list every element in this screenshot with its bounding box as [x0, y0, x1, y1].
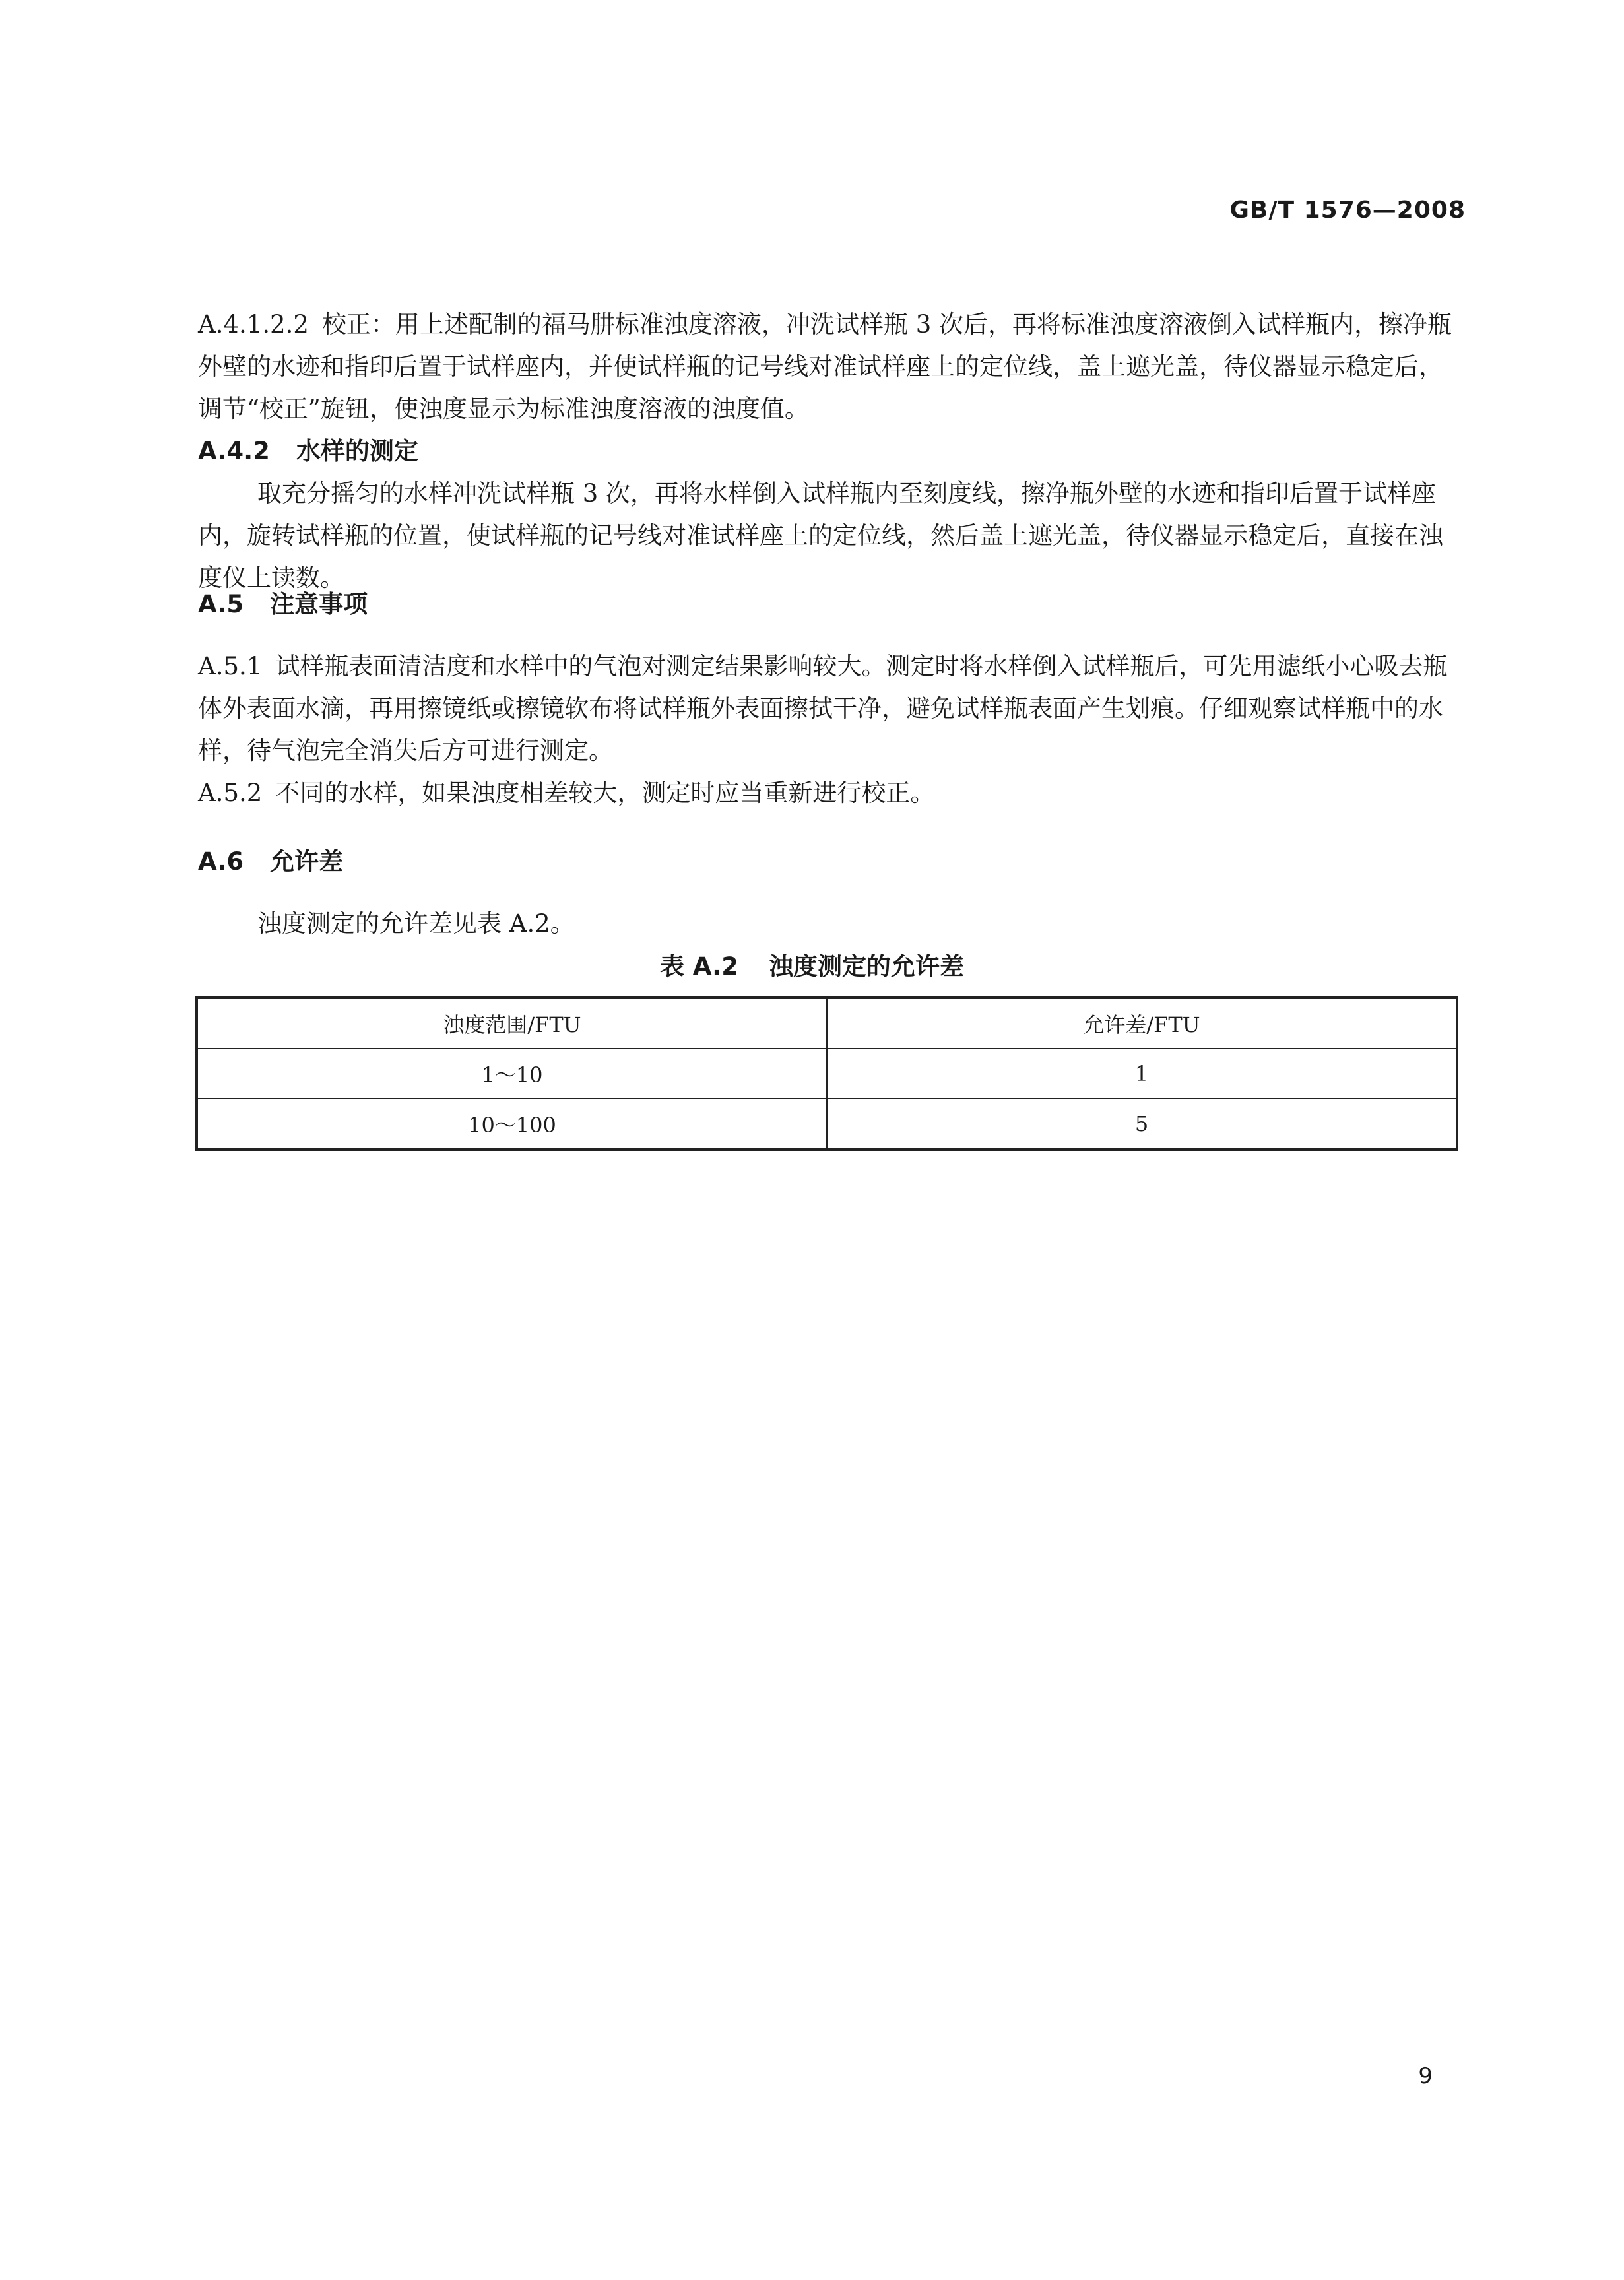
heading-a-4-2: [198, 430, 1458, 472]
paragraph-table-reference: 浊度测定的允许差见表 A.2。: [257, 909, 575, 938]
heading-number: A.5: [198, 590, 244, 618]
heading-title: 水样的测定: [296, 437, 418, 465]
heading-number: A.4.2: [198, 437, 270, 465]
header-turbidity-range: 浊度范围/FTU: [197, 998, 827, 1049]
paragraph-water-sample: 取充分摇匀的水样冲洗试样瓶 3 次，再将水样倒入试样瓶内至刻度线，擦净瓶外壁的水迹和指印后置于试样座内，旋转试样瓶的位置，使试样瓶的记号线对准试样座上的定位线，然后盖上遮光盖，待仪器显示稳定后，直接在浊度仪上读数。: [198, 479, 1443, 592]
table-caption-title: 浊度测定的允许差: [769, 952, 964, 981]
clause-a-5-1: [198, 645, 1458, 772]
table-row: [197, 1049, 1457, 1099]
page-number: 9: [1418, 2063, 1433, 2089]
heading-a-6: [198, 841, 1458, 883]
table-header-row: [197, 998, 1457, 1049]
clause-text: 校正：用上述配制的福马肼标准浊度溶液，冲洗试样瓶 3 次后，再将标准浊度溶液倒入试样瓶内，擦净瓶外壁的水迹和指印后置于试样座内，并使试样瓶的记号线对准试样座上的定位线，盖上遮光盖，待仪器显示稳定后，调节“校正”旋钮，使浊度显示为标准浊度溶液的浊度值。: [198, 310, 1452, 423]
clause-number: A.5.1: [198, 652, 263, 680]
clause-number: A.4.1.2.2: [198, 310, 309, 339]
heading-number: A.6: [198, 847, 244, 876]
table-caption-number: 表 A.2: [659, 952, 738, 981]
turbidity-range-cell: 10～100: [197, 1099, 827, 1150]
tolerance-cell: 1: [827, 1049, 1457, 1099]
standard-code: GB/T 1576—2008: [1229, 197, 1466, 224]
header-tolerance: 允许差/FTU: [827, 998, 1457, 1049]
heading-title: 注意事项: [270, 590, 368, 618]
heading-a-5: [198, 583, 1458, 626]
tolerance-table: [195, 996, 1458, 1151]
clause-text: 试样瓶表面清洁度和水样中的气泡对测定结果影响较大。测定时将水样倒入试样瓶后，可先用滤纸小心吸去瓶体外表面水滴，再用擦镜纸或擦镜软布将试样瓶外表面擦拭干净，避免试样瓶表面产生划痕。仔细观察试样瓶中的水样，待气泡完全消失后方可进行测定。: [198, 652, 1448, 765]
tolerance-cell: 5: [827, 1099, 1457, 1150]
heading-title: 允许差: [270, 847, 344, 876]
clause-text: 不同的水样，如果浊度相差较大，测定时应当重新进行校正。: [275, 779, 935, 807]
clause-number: A.5.2: [198, 779, 263, 807]
clause-a-5-2: [198, 772, 1458, 814]
turbidity-range-cell: 1～10: [197, 1049, 827, 1099]
table-row: [197, 1099, 1457, 1150]
clause-a-4-1-2-2: [198, 304, 1458, 430]
table-caption: [0, 950, 1624, 983]
